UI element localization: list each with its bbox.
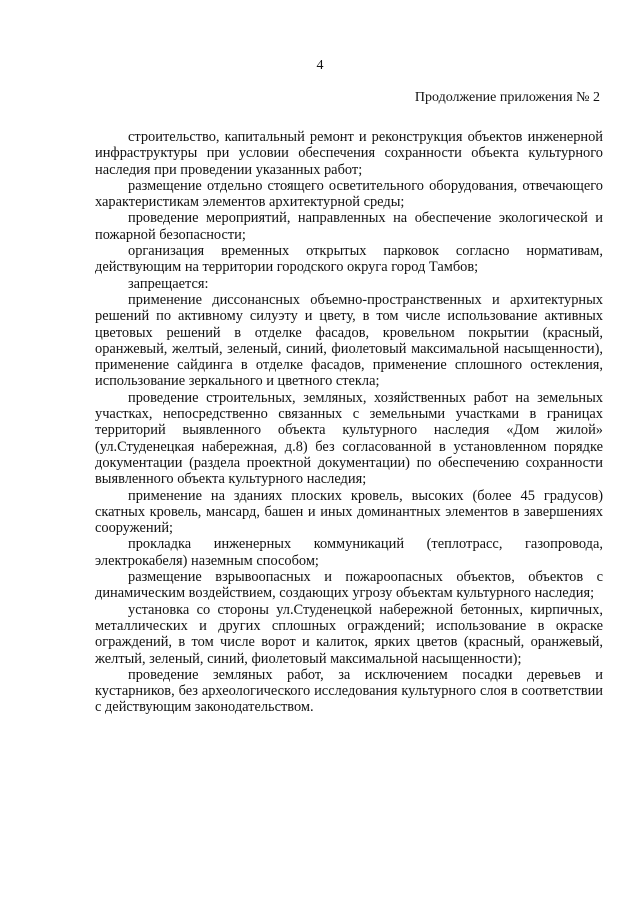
paragraph-prohibited-heading: запрещается: (128, 275, 209, 292)
page-number: 4 (316, 58, 324, 73)
paragraph-utilities: прокладка инженерных коммуникаций (теплотрасс, газопровода, электрокабеля) наземным способом; (95, 536, 603, 569)
paragraph-parking: организация временных открытых парковок согласно нормативам, действующим на территории городского округа город Тамбов; (95, 243, 603, 276)
paragraph-roofs: применение на зданиях плоских кровель, высоких (более 45 градусов) скатных кровель, мансард, башен и иных доминантных элементов в завершениях сооружений; (95, 487, 603, 537)
paragraph-dissonant-solutions: применение диссонансных объемно-пространственных и архитектурных решений по активному силуэту и цвету, в том числе использование активных цветовых решений в отделке фасадов, кровельном покрытии (красный, оранжевый, желтый, зеленый, синий, фиолетовый максимальной насыщенности), применение сайдинга в отделке фасадов, применение сплошного остекления, использование зеркального и цветного стекла; (95, 291, 603, 390)
paragraph-construction: строительство, капитальный ремонт и реконструкция объектов инженерной инфраструктуры при условии обеспечения сохранности объекта культурного наследия при проведении указанных работ; (95, 129, 603, 178)
paragraph-archaeology: проведение земляных работ, за исключением посадки деревьев и кустарников, без археологического исследования культурного слоя в соответствии с действующим законодательством. (95, 666, 603, 716)
paragraph-earthworks-near-site: проведение строительных, земляных, хозяйственных работ на земельных участках, непосредственно связанных с земельными участками в границах территорий выявленного объекта культурного наследия «Дом жилой» (ул.Студенецкая набережная, д.8) без согласованной в установленном порядке документации (раздела проектной документации) по обеспечению сохранности выявленного объекта культурного наследия; (95, 389, 603, 488)
document-body (95, 129, 603, 716)
paragraph-safety: проведение мероприятий, направленных на обеспечение экологической и пожарной безопасности; (95, 210, 603, 243)
appendix-continuation-note: Продолжение приложения № 2 (414, 90, 600, 105)
paragraph-fences: установка со стороны ул.Студенецкой набережной бетонных, кирпичных, металлических и других сплошных ограждений; использование в окраске ограждений, в том числе ворот и калиток, ярких цветов (красный, оранжевый, желтый, зеленый, синий, фиолетовый максимальной насыщенности); (95, 601, 603, 667)
paragraph-hazardous-objects: размещение взрывоопасных и пожароопасных объектов, объектов с динамическим воздействием, создающих угрозу объектам культурного наследия; (95, 569, 603, 602)
paragraph-lighting: размещение отдельно стоящего осветительного оборудования, отвечающего характеристикам элементов архитектурной среды; (95, 177, 603, 211)
